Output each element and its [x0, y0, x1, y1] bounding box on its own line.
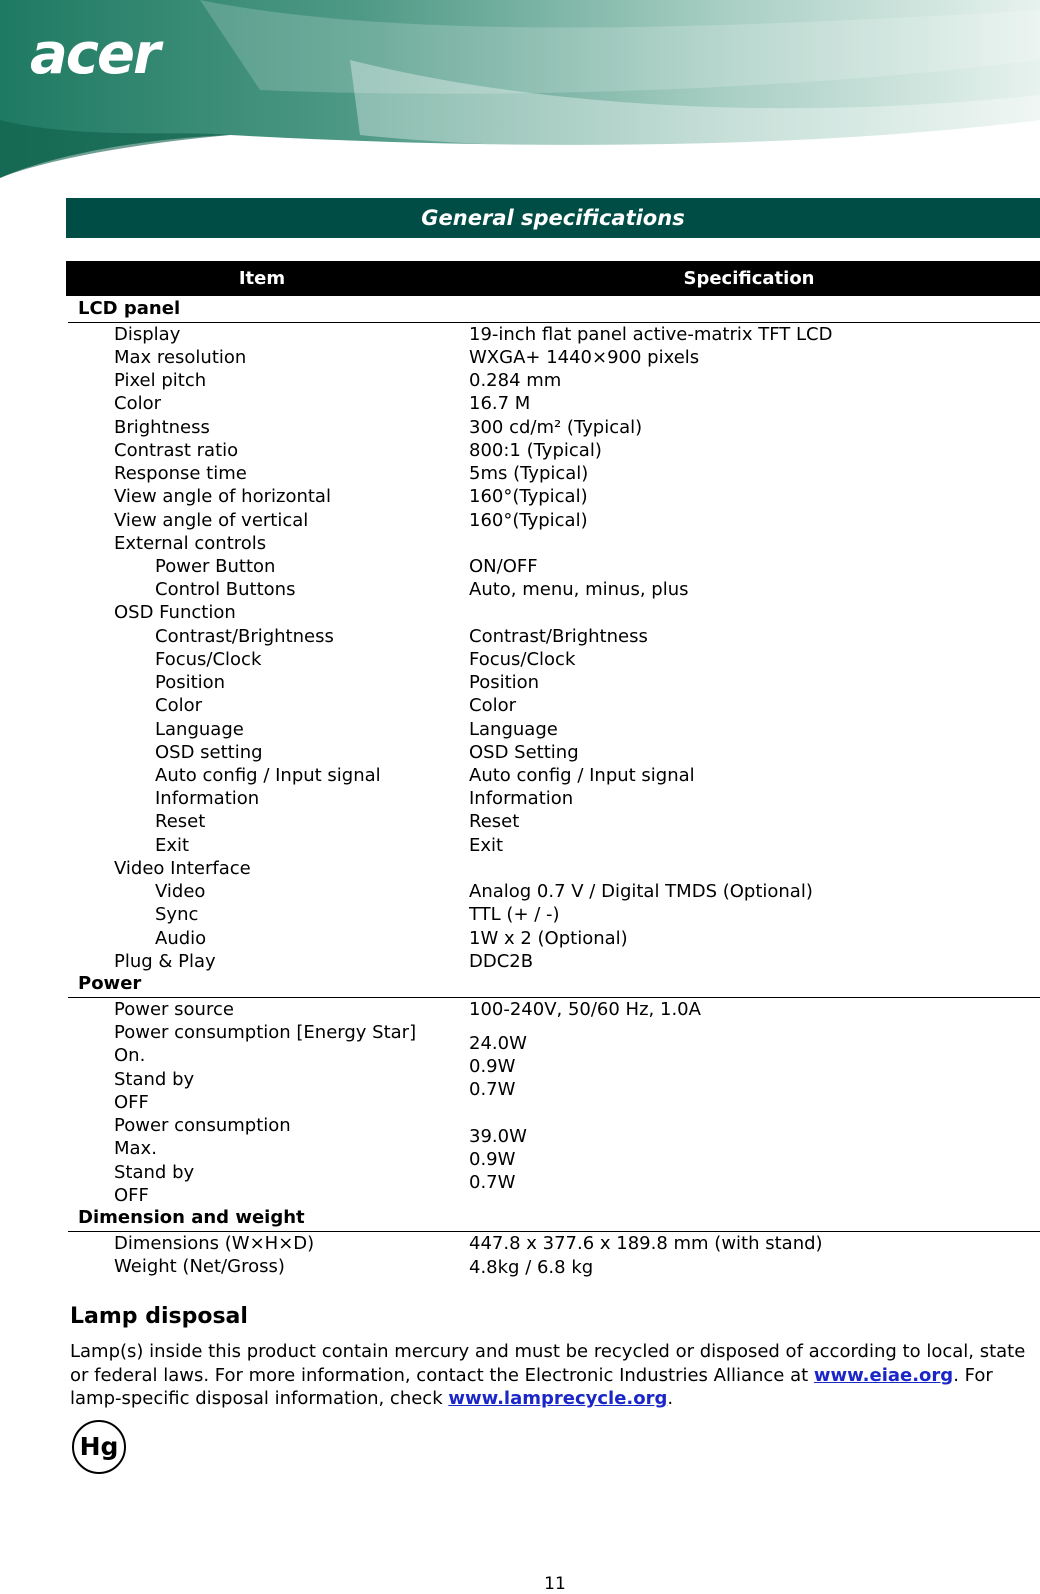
row-spec: TTL (+ / -) — [469, 904, 560, 925]
row-spec: Focus/Clock — [469, 649, 576, 670]
group-title-dimension-weight: Dimension and weight — [78, 1207, 305, 1228]
row-item: Dimensions (W×H×D) — [114, 1233, 315, 1254]
row-spec: 0.9W — [469, 1056, 516, 1077]
row-spec: DDC2B — [469, 951, 534, 972]
lamp-disposal-title: Lamp disposal — [70, 1304, 248, 1329]
row-item: View angle of horizontal — [114, 486, 331, 507]
row-spec: 0.7W — [469, 1172, 516, 1193]
row-item: Video Interface — [114, 858, 251, 879]
row-item: Stand by — [114, 1162, 195, 1183]
row-spec: 0.9W — [469, 1149, 516, 1170]
row-spec: Auto config / Input signal — [469, 765, 695, 786]
table-header — [66, 261, 1040, 296]
row-spec: Color — [469, 695, 516, 716]
row-spec: 39.0W — [469, 1126, 527, 1147]
row-item: Pixel pitch — [114, 370, 207, 391]
row-spec: Information — [469, 788, 574, 809]
row-spec: Exit — [469, 835, 504, 856]
row-item: Contrast/Brightness — [155, 626, 334, 647]
row-item: Information — [155, 788, 260, 809]
row-item: Max. — [114, 1138, 157, 1159]
row-spec: Auto, menu, minus, plus — [469, 579, 689, 600]
row-spec: 24.0W — [469, 1033, 527, 1054]
row-item: View angle of vertical — [114, 510, 309, 531]
row-item: Power Button — [155, 556, 276, 577]
row-item: Color — [114, 393, 161, 414]
header-specification: Specification — [683, 268, 815, 289]
row-spec: 19-inch flat panel active-matrix TFT LCD — [469, 324, 833, 345]
group-title-power: Power — [78, 973, 142, 994]
row-item: Color — [155, 695, 202, 716]
row-item: Power consumption [Energy Star] — [114, 1022, 417, 1043]
acer-logo: acer — [30, 22, 159, 87]
row-spec: 1W x 2 (Optional) — [469, 928, 628, 949]
row-item: Position — [155, 672, 226, 693]
row-item: Video — [155, 881, 206, 902]
row-item: OSD setting — [155, 742, 263, 763]
lamp-disposal-text — [70, 1340, 1030, 1411]
page-number: 11 — [544, 1574, 566, 1594]
row-spec: Analog 0.7 V / Digital TMDS (Optional) — [469, 881, 813, 902]
row-item: OFF — [114, 1185, 149, 1206]
row-spec: 16.7 M — [469, 393, 531, 414]
row-item: Contrast ratio — [114, 440, 239, 461]
row-item: Response time — [114, 463, 247, 484]
row-spec: 160°(Typical) — [469, 486, 588, 507]
row-spec: 160°(Typical) — [469, 510, 588, 531]
row-item: OSD Function — [114, 602, 236, 623]
row-spec: 100-240V, 50/60 Hz, 1.0A — [469, 999, 701, 1020]
row-spec: 800:1 (Typical) — [469, 440, 602, 461]
row-item: OFF — [114, 1092, 149, 1113]
row-item: Max resolution — [114, 347, 247, 368]
row-item: Control Buttons — [155, 579, 296, 600]
row-spec: 300 cd/m² (Typical) — [469, 417, 643, 438]
lamp-text-part: Lamp(s) inside this product contain mercury and must be recycled or disposed of according to local, state or federal laws. For more information, contact the Electronic Industries Alliance at — [70, 1341, 1026, 1386]
row-spec: Reset — [469, 811, 520, 832]
row-item: Stand by — [114, 1069, 195, 1090]
lamp-text-part: . — [667, 1388, 674, 1409]
row-item: Audio — [155, 928, 207, 949]
row-spec: OSD Setting — [469, 742, 579, 763]
header-banner — [0, 0, 1040, 185]
row-spec: WXGA+ 1440×900 pixels — [469, 347, 700, 368]
group-title-lcd-panel: LCD panel — [78, 298, 181, 319]
eiae-link[interactable]: www.eiae.org — [813, 1364, 954, 1386]
row-item: Display — [114, 324, 181, 345]
row-spec: Language — [469, 719, 558, 740]
row-spec: 5ms (Typical) — [469, 463, 589, 484]
lamp-text-part: . For lamp-specific disposal information, check — [70, 1364, 993, 1409]
row-spec: 447.8 x 377.6 x 189.8 mm (with stand) — [469, 1233, 823, 1254]
row-item: Power consumption — [114, 1115, 291, 1136]
row-item: Brightness — [114, 417, 210, 438]
row-item: Weight (Net/Gross) — [114, 1256, 285, 1277]
row-spec: Contrast/Brightness — [469, 626, 648, 647]
row-item: Exit — [155, 835, 190, 856]
row-item: Auto config / Input signal — [155, 765, 381, 786]
row-item: Plug & Play — [114, 951, 216, 972]
row-item: Power source — [114, 999, 234, 1020]
row-spec: ON/OFF — [469, 556, 538, 577]
mercury-hg-icon: Hg — [72, 1420, 126, 1474]
row-spec: 0.7W — [469, 1079, 516, 1100]
row-item: Sync — [155, 904, 199, 925]
row-spec: Position — [469, 672, 540, 693]
header-item: Item — [238, 268, 286, 289]
row-item: External controls — [114, 533, 267, 554]
row-item: Language — [155, 719, 244, 740]
row-spec: 4.8kg / 6.8 kg — [469, 1257, 594, 1278]
row-item: Reset — [155, 811, 206, 832]
row-item: Focus/Clock — [155, 649, 262, 670]
row-item: On. — [114, 1045, 146, 1066]
lamprecycle-link[interactable]: www.lamprecycle.org — [448, 1388, 668, 1409]
row-spec: 0.284 mm — [469, 370, 562, 391]
section-title: General specifications — [66, 198, 1040, 238]
